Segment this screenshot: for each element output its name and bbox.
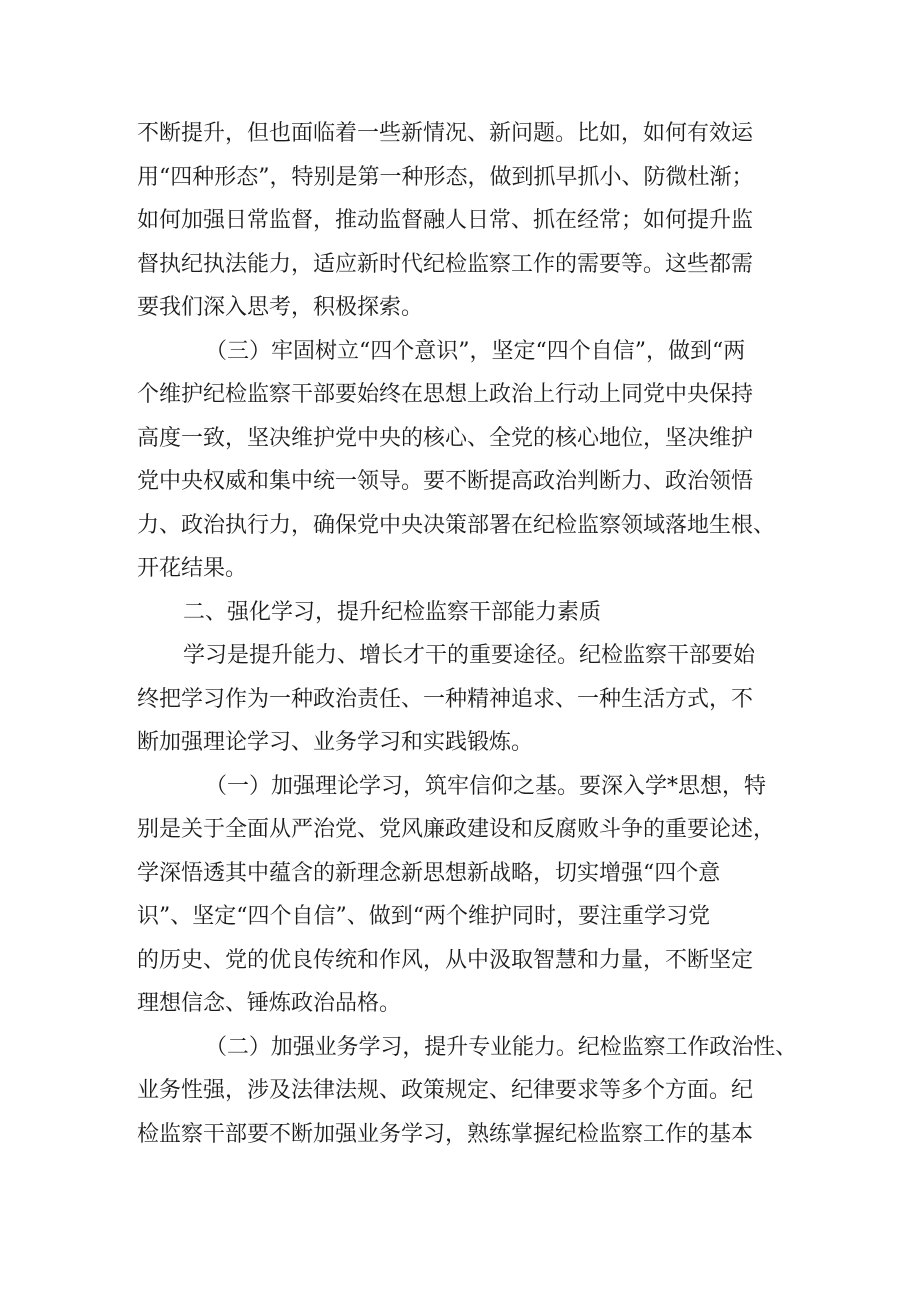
text-line: 用“四种形态”，特别是第一种形态，做到抓早抓小、防微杜渐； [137,164,754,190]
text-line: （二）加强业务学习，提升专业能力。纪检监察工作政治性、 [205,1034,798,1060]
text-line: 要我们深入思考，积极探索。 [137,295,424,320]
text-line: 开花结果。 [137,556,248,581]
text-line: 业务性强，涉及法律法规、政策规定、纪律要求等多个方面。纪 [137,1078,754,1103]
body-text [137,112,797,1156]
text-line: （三）牢固树立“四个意识”，坚定“四个自信”，做到“两 [205,338,746,364]
text-line: 理想信念、锤炼政治品格。 [137,991,402,1016]
text-line: 力、政治执行力，确保党中央决策部署在纪检监察领域落地生根、 [137,512,776,538]
text-line: 断加强理论学习、业务学习和实践锻炼。 [137,730,534,755]
text-line: （一）加强理论学习，筑牢信仰之基。要深入学*思想，特 [205,773,767,799]
text-line: 二、强化学习，提升纪检监察干部能力素质 [183,599,602,625]
text-line: 终把学习作为一种政治责任、一种精神追求、一种生活方式，不 [137,686,754,712]
text-line: 督执纪执法能力，适应新时代纪检监察工作的需要等。这些都需 [137,251,754,277]
text-line: 别是关于全面从严治党、党风廉政建设和反腐败斗争的重要论述， [137,817,776,842]
text-line: 识”、坚定“四个自信”、做到“两个维护同时，要注重学习党 [137,904,710,929]
text-line: 高度一致，坚决维护党中央的核心、全党的核心地位，坚决维护 [137,425,754,451]
text-line: 党中央权威和集中统一领导。要不断提高政治判断力、政治领悟 [137,469,754,494]
text-line: 的历史、党的优良传统和作风，从中汲取智慧和力量，不断坚定 [137,947,754,973]
text-line: 如何加强日常监督，推动监督融人日常、抓在经常；如何提升监 [137,208,754,233]
text-line: 学深悟透其中蕴含的新理念新思想新战略，切实增强“四个意 [137,860,721,886]
text-line: 不断提升，但也面临着一些新情况、新问题。比如，如何有效运 [137,121,754,146]
text-line: 学习是提升能力、增长才干的重要途径。纪检监察干部要始 [183,643,756,668]
text-line: 个维护纪检监察干部要始终在思想上政治上行动上同党中央保持 [137,382,754,407]
text-line: 检监察干部要不断加强业务学习，熟练掌握纪检监察工作的基本 [137,1121,754,1147]
